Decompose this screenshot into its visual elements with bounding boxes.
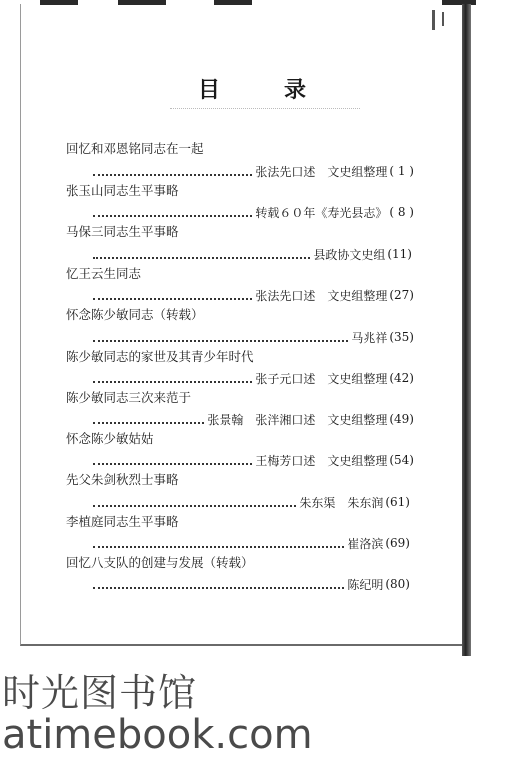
toc-entry-page: (42) <box>389 371 414 385</box>
leader-dots <box>93 504 296 507</box>
toc-entry-title: 张玉山同志生平事略 <box>66 183 179 198</box>
toc-entry-title: 先父朱剑秋烈士事略 <box>66 472 179 487</box>
toc-entry-line <box>90 451 414 469</box>
toc-entry-title: 李植庭同志生平事略 <box>66 514 179 529</box>
leader-dots <box>93 339 348 342</box>
toc-entry-title: 怀念陈少敏姑姑 <box>66 431 154 446</box>
leader-dots <box>93 421 204 424</box>
toc-entry-credit: 转载６０年《寿光县志》 <box>255 205 388 220</box>
toc-entry-line <box>90 203 414 221</box>
toc-entry-title: 马保三同志生平事略 <box>66 224 179 239</box>
toc-entry-credit: 陈纪明 <box>347 577 384 592</box>
toc-entry-page: (54) <box>389 453 414 467</box>
toc-entry-credit: 崔洛滨 <box>347 536 384 551</box>
toc-entry-credit: 朱东渠 朱东润 <box>299 495 384 510</box>
toc-entry-title: 回忆和邓恩铭同志在一起 <box>66 141 204 156</box>
toc-entry-credit: 县政协文史组 <box>313 247 386 262</box>
leader-dots <box>93 297 252 300</box>
toc-entry-line <box>90 410 414 428</box>
leader-dots <box>93 214 252 217</box>
toc-entry-page: (61) <box>385 495 410 509</box>
toc-entry-page: ( 8 ) <box>389 205 414 219</box>
toc-entry-page: (11) <box>387 247 412 261</box>
watermark-url: atimebook.com <box>2 712 313 758</box>
leader-dots <box>93 586 344 589</box>
toc-entry-page: (49) <box>389 412 414 426</box>
leader-dots <box>93 380 252 383</box>
toc-entry-title: 陈少敏同志三次来范于 <box>66 390 192 405</box>
toc-entry-page: (80) <box>385 577 410 591</box>
title-char-1: 目 <box>198 76 223 103</box>
toc-entry-line <box>90 575 410 593</box>
toc-entry-line <box>90 534 410 552</box>
toc-entry-credit: 张子元口述 文史组整理 <box>255 371 388 386</box>
toc-entry-line <box>90 245 412 263</box>
toc-entry-title: 忆王云生同志 <box>66 266 142 281</box>
watermark-text: 时光图书馆 <box>2 671 198 715</box>
toc-entry-title: 怀念陈少敏同志（转载） <box>66 307 204 322</box>
toc-entry-title: 回忆八支队的创建与发展（转载） <box>66 555 254 570</box>
toc-entry-page: (35) <box>389 330 414 344</box>
toc-entry-page: ( 1 ) <box>389 164 414 178</box>
toc-entry-page: (27) <box>389 288 414 302</box>
toc-entry-credit: 张景翰 张泮湘口述 文史组整理 <box>207 412 388 427</box>
toc-entry-line <box>90 369 414 387</box>
leader-dots <box>93 173 252 176</box>
toc-entry-credit: 张法先口述 文史组整理 <box>255 288 388 303</box>
toc-entry-line <box>90 328 414 346</box>
leader-dots <box>93 256 310 259</box>
leader-dots <box>93 545 344 548</box>
toc-entry-page: (69) <box>385 536 410 550</box>
toc-entry-title: 陈少敏同志的家世及其青少年时代 <box>66 349 254 364</box>
title-char-2: 录 <box>283 76 308 103</box>
toc-entry-line <box>90 493 410 511</box>
toc-entry-credit: 张法先口述 文史组整理 <box>255 164 388 179</box>
leader-dots <box>93 462 252 465</box>
toc-entry-line <box>90 286 414 304</box>
toc-entry-credit: 王梅芳口述 文史组整理 <box>255 453 388 468</box>
toc-entry-credit: 马兆祥 <box>351 330 388 345</box>
toc-entry-line <box>90 162 414 180</box>
